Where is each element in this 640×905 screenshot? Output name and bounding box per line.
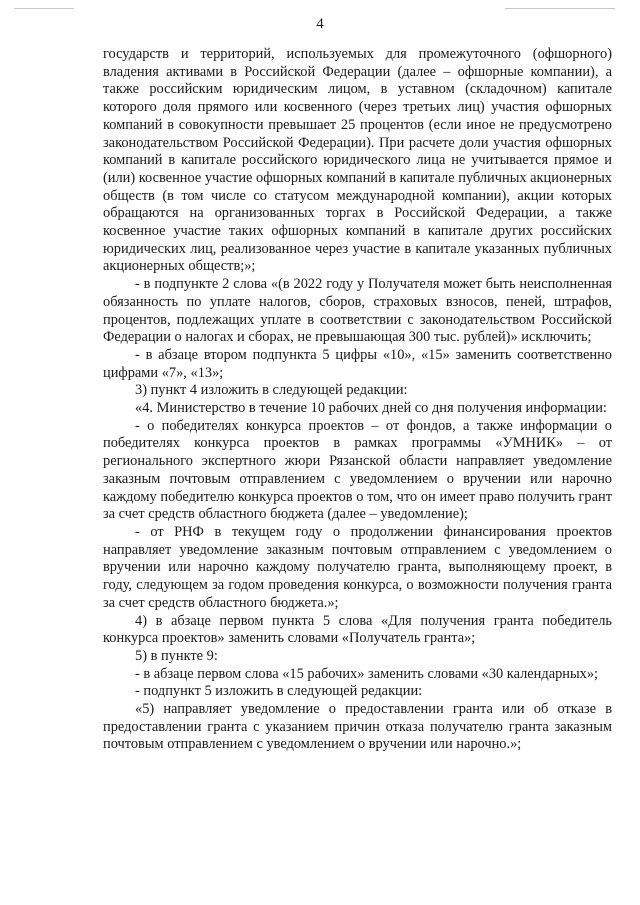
page-number: 4 xyxy=(316,16,324,32)
paragraph: «5) направляет уведомление о предоставлении гранта или об отказе в предоставлении гранта с указанием причин отказа получателю гранта заказным почтовым отправлением с уведомлением о вручении или нарочно.»; xyxy=(103,701,612,753)
paragraph: - от РНФ в текущем году о продолжении финансирования проектов направляет уведомление заказным почтовым отправлением с уведомлением о вручении или нарочно каждому получателю гранта, выполняющему проект, в году, следующем за годом проведения конкурса, о возможности получения гранта за счет средств областного бюджета.»; xyxy=(103,523,612,611)
paragraph: 4) в абзаце первом пункта 5 слова «Для получения гранта победитель конкурса проектов» заменить словами «Получатель гранта»; xyxy=(103,612,612,647)
scan-artifact xyxy=(505,8,615,9)
paragraph: 5) в пункте 9: xyxy=(135,647,218,664)
paragraph: - подпункт 5 изложить в следующей редакции: xyxy=(135,683,423,700)
paragraph: 3) пункт 4 изложить в следующей редакции: xyxy=(135,382,408,399)
paragraph: государств и территорий, используемых для промежуточного (офшорного) владения активами в Российской Федерации (далее – офшорные компании), а также российским юридическим лицом, в уставном (складочном) капитале которого доля прямого или косвенного (через третьих лиц) участия офшорных компаний в совокупности превышает 25 процентов (если иное не предусмотрено законодательством Российской Федерации). При расчете доли участия офшорных компаний в капитале российского юридического лица не учитывается прямое и (или) косвенное участие офшорных компаний в капитале публичных акционерных обществ (в том числе со статусом международной компании), акции которых обращаются на организованных торгах в Российской Федерации, а также косвенное участие таких офшорных компаний в капитале других российских юридических лиц, реализованное через участие в капитале указанных публичных акционерных обществ;»; xyxy=(103,46,612,275)
scan-artifact xyxy=(14,8,74,9)
paragraph: - в абзаце первом слова «15 рабочих» заменить словами «30 календарных»; xyxy=(135,665,599,682)
document-body xyxy=(103,46,612,754)
paragraph: - в абзаце втором подпункта 5 цифры «10», «15» заменить соответственно цифрами «7», «13»; xyxy=(103,346,612,381)
paragraph: - о победителях конкурса проектов – от фондов, а также информации о победителях конкурса проектов в рамках программы «УМНИК» – от регионального экспертного жюри Рязанской области направляет уведомление заказным почтовым отправлением с уведомлением о вручении или нарочно каждому победителю конкурса проектов о том, что он имеет право получить грант за счет средств областного бюджета (далее – уведомление); xyxy=(103,417,612,523)
paragraph: - в подпункте 2 слова «(в 2022 году у Получателя может быть неисполненная обязанность по уплате налогов, сборов, страховых взносов, пеней, штрафов, процентов, подлежащих уплате в соответствии с законодательством Российской Федерации о налогах и сборах, не превышающая 300 тыс. рублей)» исключить; xyxy=(103,276,612,346)
paragraph: «4. Министерство в течение 10 рабочих дней со дня получения информации: xyxy=(135,400,607,417)
